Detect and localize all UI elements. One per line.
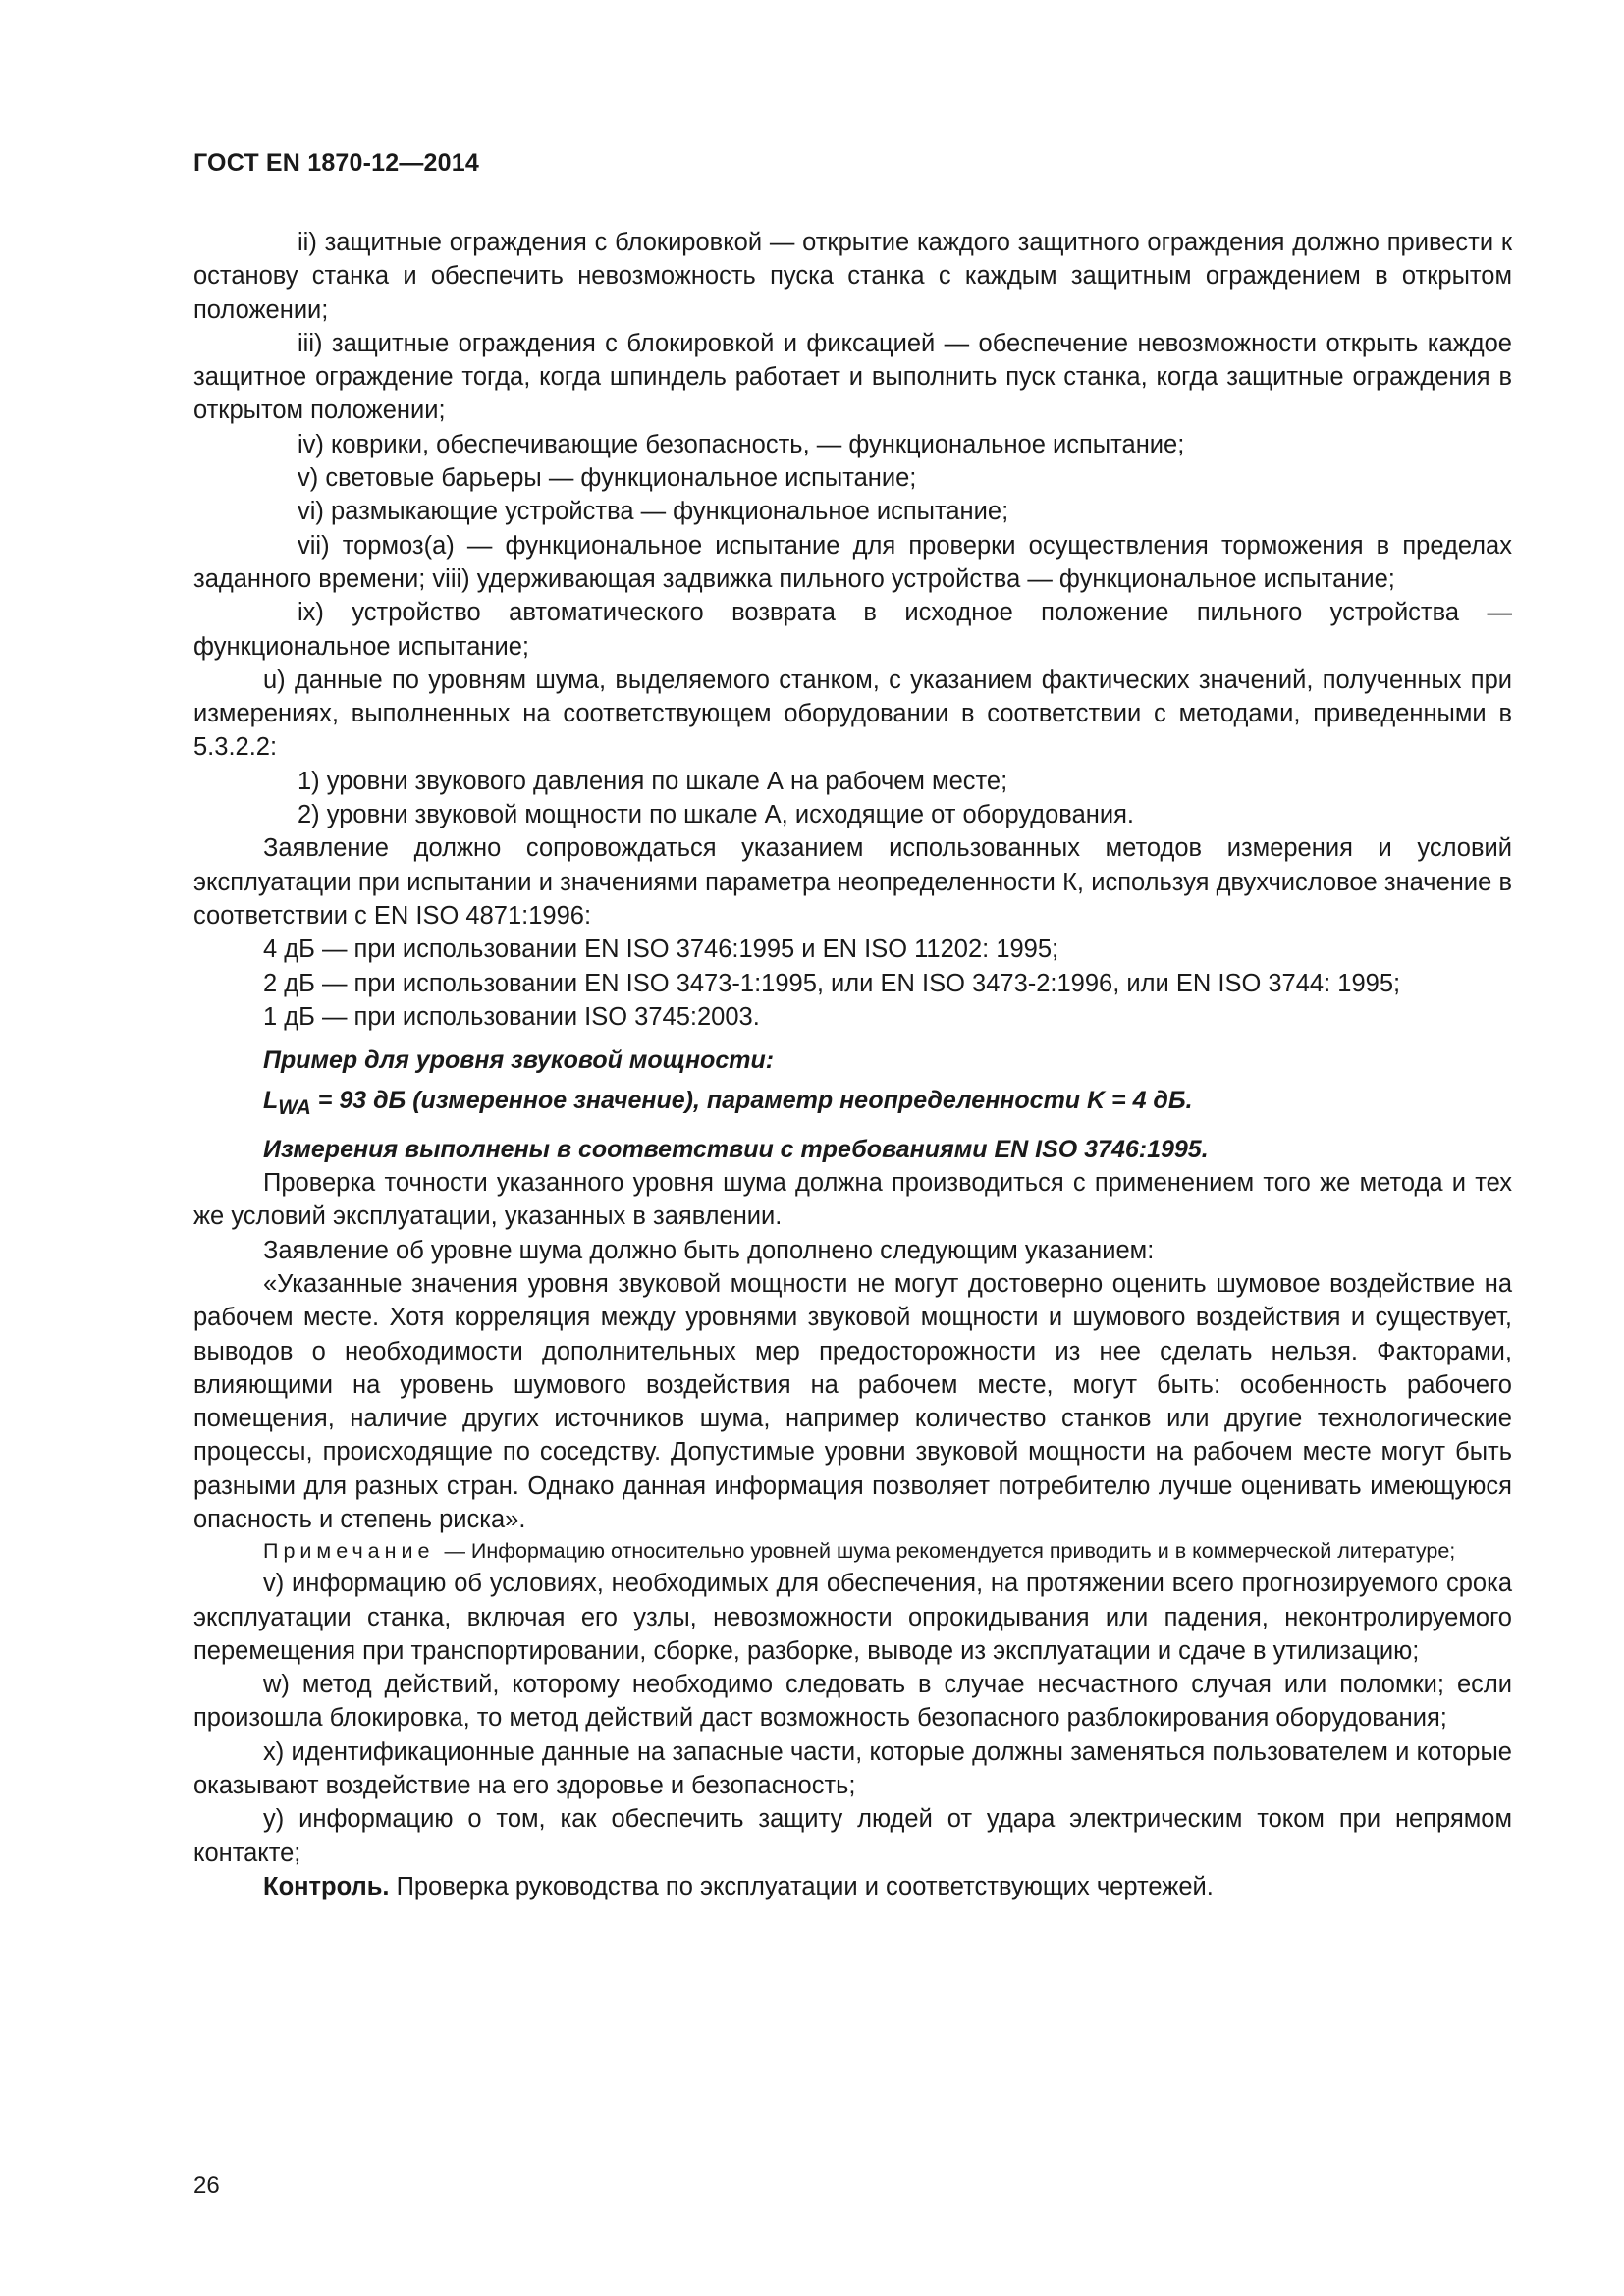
document-header: ГОСТ EN 1870-12—2014: [193, 149, 479, 177]
example-value-text: = 93 дБ (измеренное значение), параметр неопределенности K = 4 дБ.: [310, 1087, 1193, 1115]
example-value-line: [193, 1084, 1512, 1125]
lwa-symbol: L: [263, 1087, 279, 1115]
list-item-iii: iii) защитные ограждения с блокировкой и фиксацией — обеспечение невозможности открыть каждое защитное ограждение тогда, когда шпиндель работает и выполнить пуск станка, когда защитные ограждения в открытом положении;: [193, 329, 1512, 425]
control-label: Контроль.: [263, 1872, 390, 1900]
page-number: 26: [193, 2172, 220, 2199]
control-text: Проверка руководства по эксплуатации и соответствующих чертежей.: [389, 1872, 1214, 1900]
note-label: Примечание: [263, 1539, 435, 1564]
list-item-y: y) информацию о том, как обеспечить защиту людей от удара электрическим током при непрямом контакте;: [193, 1805, 1512, 1867]
statement-supplement-paragraph: Заявление об уровне шума должно быть дополнено следующим указанием:: [263, 1236, 1155, 1264]
note-paragraph: [193, 1536, 1512, 1567]
list-item-iv: iv) коврики, обеспечивающие безопасность, — функциональное испытание;: [298, 430, 1185, 458]
uncertainty-line-1db: 1 дБ — при использовании ISO 3745:2003.: [263, 1002, 760, 1031]
accuracy-check-paragraph: Проверка точности указанного уровня шума должна производиться с применением того же метода и тех же условий эксплуатации, указанных в заявлении.: [193, 1169, 1512, 1231]
list-item-u: u) данные по уровням шума, выделяемого станком, с указанием фактических значений, полученных при измерениях, выполненных на соответствующем оборудовании в соответствии с методами, приведенными в 5.3.2.2:: [193, 666, 1512, 762]
lwa-subscript: WA: [278, 1096, 311, 1120]
list-item-v2: v) информацию об условиях, необходимых для обеспечения, на протяжении всего прогнозируемого срока эксплуатации станка, включая его узлы, невозможности опрокидывания или падения, неконтролируемого перемещения при транспортировании, сборке, разборке, выводе из эксплуатации и сдаче в утилизацию;: [193, 1570, 1512, 1665]
note-text: — Информацию относительно уровней шума рекомендуется приводить и в коммерческой литературе;: [444, 1539, 1456, 1564]
list-item-ii: ii) защитные ограждения с блокировкой — открытие каждого защитного ограждения должно привести к останову станка и обеспечить невозможность пуска станка с каждым защитным ограждением в открытом положении;: [193, 229, 1512, 324]
list-item-vii-viii: vii) тормоз(а) — функциональное испытание для проверки осуществления торможения в пределах заданного времени; viii) удерживающая задвижка пильного устройства — функциональное испытание;: [193, 531, 1512, 593]
list-item-vi: vi) размыкающие устройства — функциональное испытание;: [298, 498, 1009, 526]
quoted-statement-paragraph: «Указанные значения уровня звуковой мощности не могут достоверно оценить шумовое воздействие на рабочем месте. Хотя корреляция между уровнями звуковой мощности и шумового воздействия и существует, выводов о необходимости дополнительных мер предосторожности из нее сделать нельзя. Факторами, влияющими на уровень шумового воздействия на рабочем месте, могут быть: особенность рабочего помещения, наличие других источников шума, например количество станков или другие технологические процессы, происходящие по соседству. Допустимые уровни звуковой мощности на рабочем месте могут быть разными для разных стран. Однако данная информация позволяет потребителю лучше оценивать имеющуюся опасность и степень риска».: [193, 1269, 1512, 1533]
list-item-u-1: 1) уровни звукового давления по шкале А на рабочем месте;: [298, 767, 1008, 795]
list-item-v: v) световые барьеры — функциональное испытание;: [298, 464, 917, 493]
example-measurement-line: Измерения выполнены в соответствии с требованиями EN ISO 3746:1995.: [263, 1135, 1209, 1163]
declaration-paragraph: Заявление должно сопровождаться указанием использованных методов измерения и условий эксплуатации при испытании и значениями параметра неопределенности К, используя двухчисловое значение в соответствии с EN ISO 4871:1996:: [193, 834, 1512, 930]
list-item-ix: ix) устройство автоматического возврата в исходное положение пильного устройства — функциональное испытание;: [193, 599, 1512, 661]
list-item-x: x) идентификационные данные на запасные части, которые должны заменяться пользователем и которые оказывают воздействие на его здоровье и безопасность;: [193, 1737, 1512, 1800]
example-heading: Пример для уровня звуковой мощности:: [263, 1046, 775, 1075]
control-paragraph: [193, 1870, 1512, 1903]
list-item-u-2: 2) уровни звуковой мощности по шкале А, исходящие от оборудования.: [298, 801, 1134, 829]
uncertainty-line-4db: 4 дБ — при использовании EN ISO 3746:1995 и EN ISO 11202: 1995;: [263, 935, 1059, 964]
list-item-w: w) метод действий, которому необходимо следовать в случае несчастного случая или поломки; если произошла блокировка, то метод действий даст возможность безопасного разблокирования оборудования;: [193, 1671, 1512, 1733]
uncertainty-line-2db: 2 дБ — при использовании EN ISO 3473-1:1995, или EN ISO 3473-2:1996, или EN ISO 3744: 1995;: [263, 969, 1401, 997]
page-content: [193, 226, 1512, 1903]
